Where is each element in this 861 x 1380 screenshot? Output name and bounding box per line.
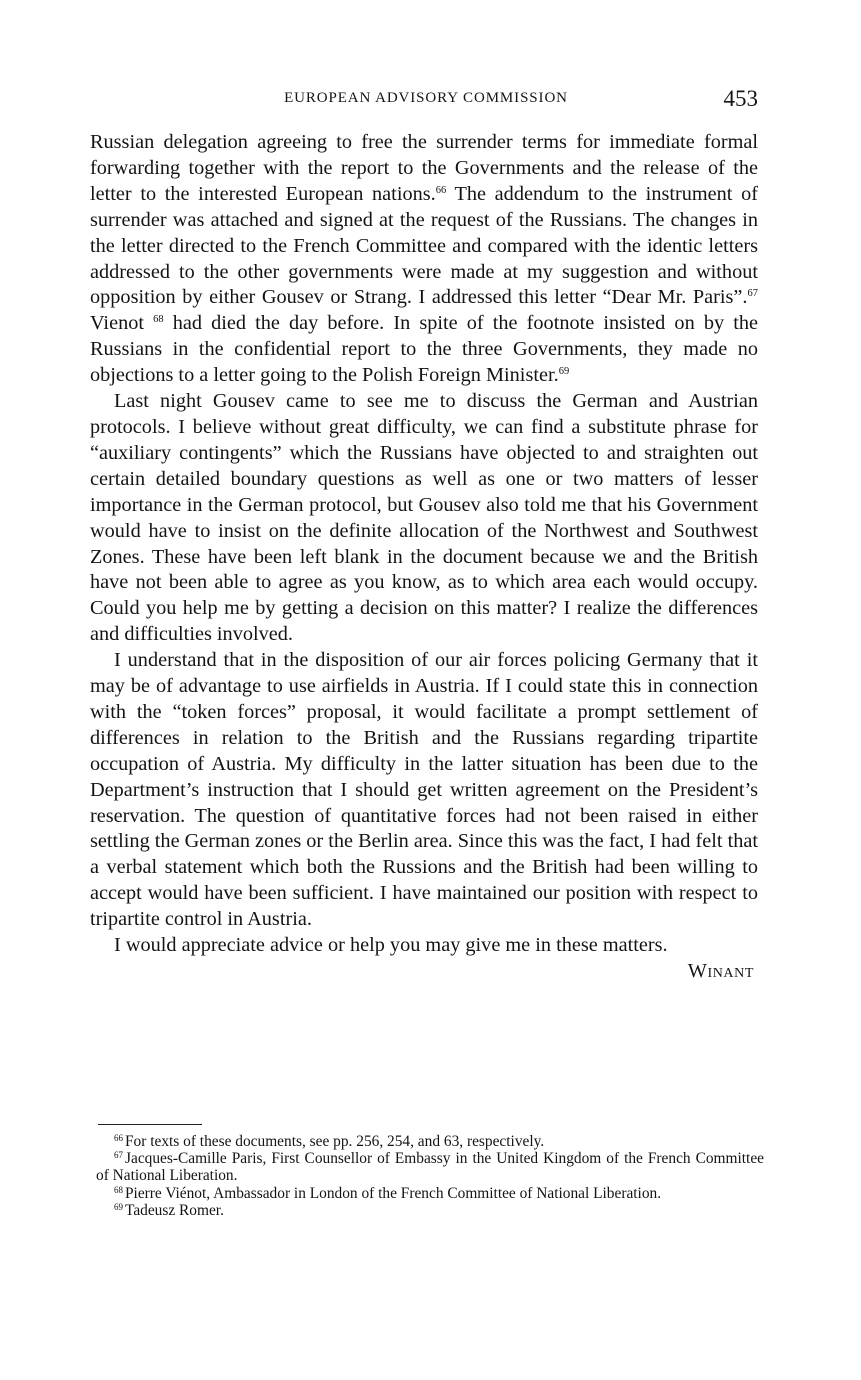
running-head [90,86,762,116]
footnote-text: Tadeusz Romer. [125,1201,224,1219]
footnotes [96,1133,764,1219]
footnote-divider [98,1124,202,1125]
signature: Winant [687,960,754,982]
paragraph-2: Last night Gousev came to see me to discuss the German and Austrian protocols. I believe without great difficulty, we can find a substitute phrase for “auxiliary contingents” which the Russians have objected to and straighten out certain detailed boundary questions as well as one or two matters of lesser importance in the German protocol, but Gousev also told me that his Government would have to insist on the definite allocation of the Northwest and Southwest Zones. These have been left blank in the document because we and the British have not been able to agree as you know, as to which area each would occupy. Could you help me by getting a decision on this matter? I realize the differences and difficulties involved. [90,390,758,646]
paragraph-1 [90,130,758,389]
footnote-mark: 68 [114,1184,123,1195]
footnote-mark: 69 [114,1201,123,1212]
footnote-68 [96,1185,764,1202]
footnote-ref-67: 67 [747,288,758,300]
paragraph-1-text-d: had died the day before. In spite of the footnote insisted on by the Russians in the confidential report to the three Governments, they made no objections to a letter going to the Polish Foreign Minister. [90,312,758,387]
footnote-text: Jacques-Camille Paris, First Counsellor of Embassy in the United Kingdom of the French Committee of National Liberation. [96,1150,764,1185]
paragraph-1-text-c: Vienot [90,312,154,335]
footnote-mark: 66 [114,1133,123,1143]
paragraph-4: I would appreciate advice or help you may give me in these matters. [114,934,668,957]
page-number: 453 [723,86,758,111]
footnote-ref-66: 66 [435,184,447,196]
footnote-ref-69: 69 [558,366,570,378]
paragraph-1-text-a: Russian delegation agreeing to free the surrender terms for immediate formal forwarding together with the report to the Governments and the release of the letter to the interested European nations. [90,131,758,205]
footnote-text: Pierre Viénot, Ambassador in London of the French Committee of National Liberation. [125,1184,662,1202]
footnote-67 [96,1150,764,1184]
footnote-mark: 67 [114,1150,123,1161]
footnote-text: For texts of these documents, see pp. 256, 254, and 63, respectively. [125,1133,545,1150]
running-head-title: EUROPEAN ADVISORY COMMISSION [284,90,568,106]
paragraph-3: I understand that in the disposition of our air forces policing Germany that it may be of advantage to use airfields in Austria. If I could state this in connection with the “token forces” proposal, it would facilitate a prompt settlement of differences in relation to the British and the Russians regarding tripartite occupation of Austria. My difficulty in the latter situation has been due to the Department’s instruction that I should get written agreement on the President’s reservation. The question of quantitative forces had not been raised in either settling the German zones or the Berlin area. Since this was the fact, I had felt that a verbal statement which both the Russions and the British had been willing to accept would have been sufficient. I have maintained our position with respect to tripartite control in Austria. [90,649,758,931]
paragraph-1-text-b: The addendum to the instrument of surrender was attached and signed at the request of the Russians. The changes in the letter directed to the French Committee and compared with the identic letters addressed to the other governments were made at my suggestion and without opposition by either Gousev or Strang. I addressed this letter “Dear Mr. Paris”. [90,182,758,309]
footnote-ref-68: 68 [153,314,164,326]
footnote-66 [96,1133,764,1150]
body-text [90,130,758,985]
footnote-69 [96,1202,764,1219]
